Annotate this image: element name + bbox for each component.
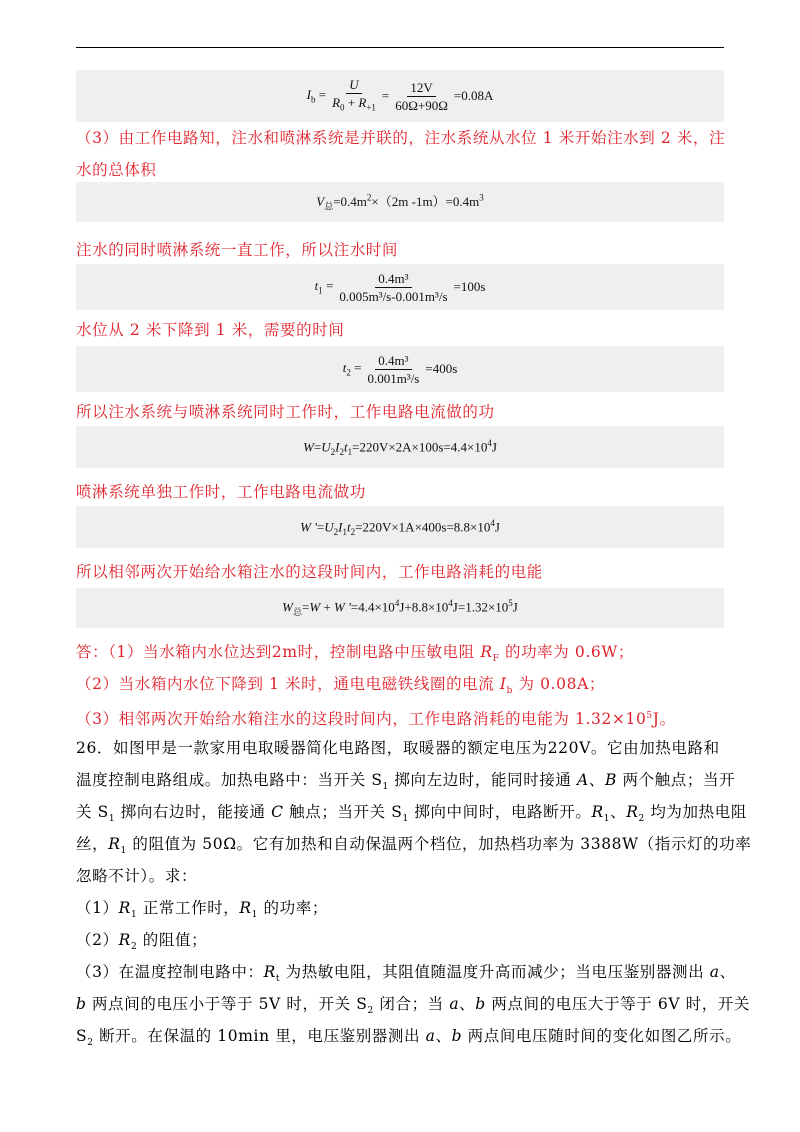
- formula-t1: $t_1$ = $\frac{\text{0.4m³}}{\text{0.005m³/s-0.001m³/s}}$ =100s: [76, 264, 724, 310]
- work-spray-text: 喷淋系统单独工作时，工作电路电流做功: [76, 483, 366, 501]
- q26-line5: 忽略不计）。求：: [76, 867, 198, 885]
- fraction-u-over-r: $\frac{U}{R_0 + R_{+1}}$: [332, 76, 376, 113]
- q26-sub1: $(1)R_1$ 正常工作时，$R_1$ 的功率；: [76, 899, 328, 921]
- work-both-text: 所以注水系统与喷淋系统同时工作时，工作电路电流做的功: [76, 403, 495, 421]
- header-rule: [76, 47, 724, 48]
- part3-line1: （3）由工作电路知，注水和喷淋系统是并联的，注水系统从水位 1 米开始注水到 2 米，注: [76, 129, 726, 147]
- formula-total-volume: $V_总=0.4m^2\times(2m$ $-1m)=0.4m^3$: [76, 182, 724, 222]
- q26-sub3-line2: b 两点间的电压小于等于 5V 时，开关 $S_2$ 闭合；当 a、b 两点间的电压大于等于 6V 时，开关: [76, 995, 751, 1017]
- formula-work-w-prime: W '$=U_2I_1t_2=220V\times 1A\times 400s=8.8\times 10^4J$: [76, 506, 724, 548]
- inject-time-text: 注水的同时喷淋系统一直工作，所以注水时间: [76, 241, 399, 259]
- answer-2: （2）当水箱内水位下降到 1 米时，通电电磁铁线圈的电流 $I_b$ 为 0.08A；: [76, 675, 605, 697]
- formula-total-energy: $W_总=W + W$ '$=4.4\times 10^4J+8.8\times 10^4J=1.32\times 10^5J$: [76, 588, 724, 628]
- q26-line2: 温度控制电路组成。加热电路中：当开关 $S_1$ 掷向左边时，能同时接通 A、B 两个触点；当开: [76, 771, 736, 793]
- q26-sub2: $(2)R_2$ 的阻值；: [76, 931, 208, 953]
- fraction-values: $\frac{12V}{60\Omega+90\Omega}$: [395, 79, 448, 113]
- answer-3: （3）相邻两次开始给水箱注水的这段时间内，工作电路消耗的电能为 $1.32\times 10^5J$。: [76, 710, 676, 729]
- q26-sub3-line1: （3）在温度控制电路中：$R_t$ 为热敏电阻，其阻值随温度升高而减少；当电压鉴别器测出 a、: [76, 963, 736, 985]
- work-total-text: 所以相邻两次开始给水箱注水的这段时间内，工作电路消耗的电能: [76, 563, 543, 581]
- fraction-t1: $\frac{\text{0.4m³}}{\text{0.005m³/s-0.001m³/s}}$: [339, 270, 448, 304]
- q26-line3: 关 $S_1$ 掷向右边时，能接通 C 触点；当开关 $S_1$ 掷向中间时，电路断开。$R_1$、$R_2$ 均为加热电阻: [76, 803, 747, 825]
- q26-line1: 26．如图甲是一款家用电取暖器简化电路图，取暖器的额定电压为220V。它由加热电路和: [76, 739, 720, 757]
- fraction-t2: $\frac{\text{0.4m³}}{\text{0.001m³/s}}$: [367, 352, 420, 386]
- q26-sub3-line3: $S_2$ 断开。在保温的 10min 里，电压鉴别器测出 a、b 两点间电压随时间的变化如图乙所示。: [76, 1027, 742, 1049]
- formula-t2: $t_2$ = $\frac{\text{0.4m³}}{\text{0.001m³/s}}$ =400s: [76, 346, 724, 392]
- answer-1: 答：（1）当水箱内水位达到2m时，控制电路中压敏电阻 $R_F$ 的功率为 0.6W；: [76, 643, 634, 665]
- part3-line2: 水的总体积: [76, 161, 157, 179]
- q26-line4: 丝，$R_1$ 的阻值为 50Ω。它有加热和自动保温两个档位，加热档功率为 3388W（指示灯的功率: [76, 835, 752, 857]
- fall-time-text: 水位从 2 米下降到 1 米，需要的时间: [76, 321, 345, 339]
- formula-work-w: $W=U_2I_2t_1=220V\times 2A\times 100s=4.4\times 10^4J$: [76, 426, 724, 468]
- formula-current-ib: $I_b$ = $\frac{U}{R_0 + R_{+1}}$ = $\frac{12V}{60\Omega+90\Omega}$ =0.08A: [76, 70, 724, 122]
